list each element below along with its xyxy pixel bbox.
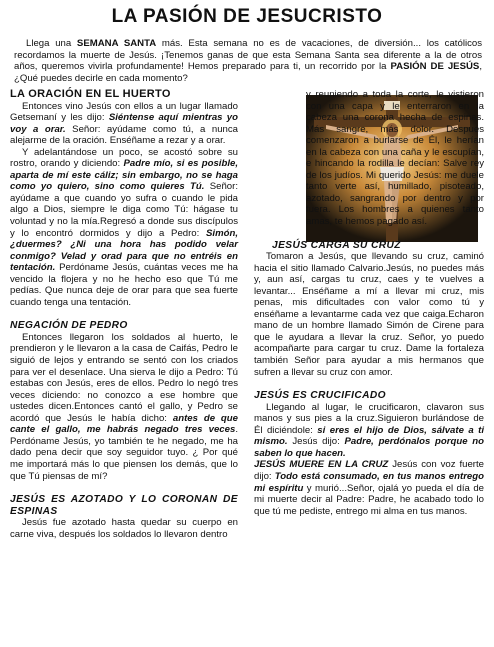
paragraph: Llegando al lugar, le crucificaron, clavaron sus manos y sus pies a la cruz.Siguieron burlándose de Él diciéndole: si eres el hijo de Dios, sálvate a ti mismo. Jesús dijo: Padre, perdónalos porque no saben lo que hacen.: [254, 401, 484, 459]
left-column: [10, 89, 238, 540]
paragraph: Entonces llegaron los soldados al huerto, le prendieron y le llevaron a la casa de Caifás, Pedro le siguió de lejos y entrando se sentó con los criados para ver el desenlace. Una sierva le dijo a Pedro: Tú estabas con Jesús, eres de ellos. Pedro lo negó tres veces diciendo: no conozco a ese hombre que ustedes dicen.Entonces cantó el gallo, y Pedro se acordó que Jesús le había dicho: antes de que cante el gallo, me habrás negado tres veces. Perdóname Jesús, yo también te he negado, me ha dado pena decir que soy seguidor tuyo. ¿ Por qué me importará más lo que piensen los demás, que lo que Tú piensas de mí?: [10, 331, 238, 482]
paragraph: Y adelantándose un poco, se acostó sobre su rostro, orando y diciendo: Padre mío, si es posible, aparta de mí este cáliz; sin embargo, no se haga como yo quiero, sino como quieres Tú. Señor: ayúdame a que cuando yo sufra o cuando le pida algo a Dios, siempre le diga como Tú: hágase tu voluntad y no la mía.Regresó a donde sus discípulos y lo encontró dormidos y dijo a Pedro: Simón, ¿duermes? ¿Ni una hora has podido velar conmigo? Velad y orad para que no entréis en tentación. Perdóname Jesús, cuántas veces me ha vencido la flojera y no he hecho eso que Tú me pedías. Que nunca deje de orar para que sea fuerte cuando tenga una tentación.: [10, 146, 238, 308]
paragraph: JESÚS MUERE EN LA CRUZ Jesús con voz fuerte dijo: Todo está consumado, en tus manos entrego mi espíritu y murió...Señor, ojalá yo pueda el día de mi muerte decir al Padre: Padre, he acabado todo lo que tú me pediste, entrego mi alma en tus manos.: [254, 459, 485, 517]
intro-semana-santa: SEMANA SANTA: [76, 38, 157, 49]
intro-paragraph: [14, 38, 482, 84]
section-heading-muere: JESÚS MUERE EN LA CRUZ: [254, 459, 389, 471]
page-title: LA PASIÓN DE JESUCRISTO: [111, 6, 383, 27]
intro-text: , ¿Qué puedes decirle en cada momento?: [14, 61, 482, 84]
section-heading-azotado: JESÚS ES AZOTADO Y LO CORONAN DE ESPINAS: [10, 494, 238, 517]
intro-pasion: PASIÓN DE JESÚS: [390, 61, 480, 72]
section-heading-negacion: NEGACIÓN DE PEDRO: [10, 320, 128, 332]
paragraph: Jesús fue azotado hasta quedar su cuerpo en carne viva, después los soldados lo llevaron dentro: [10, 517, 238, 540]
section-heading-oracion: LA ORACIÓN EN EL HUERTO: [10, 88, 171, 100]
intro-text: Llega una: [26, 38, 77, 49]
intro-text: más. Esta semana no es de vacaciones, de diversión... los católicos recordamos la muerte de Jesús. ¡Tenemos ganas de que esta Semana Santa sea diferente a la de otros años, queremos vivirla profundamente! Hemos preparado para ti, un recorrido por la: [14, 38, 483, 72]
paragraph: Entonces vino Jesús con ellos a un lugar llamado Getsemaní y les dijo: Siéntense aquí mientras yo voy a orar. Señor: ayúdame como tú, a nunca alejarme de la oración. Enséñame a rezar y a orar.: [10, 100, 239, 147]
paragraph: Tomaron a Jesús, que llevando su cruz, caminó hacia el sitio llamado Calvario.Jesús, no puedes más y, aun así, cargas tu cruz, caes y te vuelves a levantar... Enséñame a mí a llevar mi cruz, mis penas, mis dificultades con valor como tú y enséñame a levantarme cada vez que caiga.Echaron mano de un hombre llamado Simón de Cirene para que le ayudara a llevar la cruz. Señor, yo puedo acompañarte para cargar tu cruz. Dame la fortaleza también Señor para ayudar a mis hermanos que sufren a llevar su cruz con amor.: [254, 251, 484, 378]
paragraph: y reuniendo a toda la corte, le vistieron con una capa y le enterraron en la cabeza una corona hecha de espinas. Más sangre, más dolor. Después comenzaron a burlarse de Él, le herían en la cabeza con una caña y le escupían, e hincando la rodilla le decían: Salve rey de los judíos. Mi querido Jesús: me duele tanto verte así, humillado, pisoteado, azotado, sangrando por dentro y por fuera. Los hombres a quienes tanto amas, te hemos pagado así.: [306, 89, 484, 228]
section-heading-cruz: JESÚS CARGA SU CRUZ: [272, 239, 401, 251]
right-column: [254, 89, 484, 517]
section-heading-crucificado: JESÚS ES CRUCIFICADO: [254, 390, 386, 402]
